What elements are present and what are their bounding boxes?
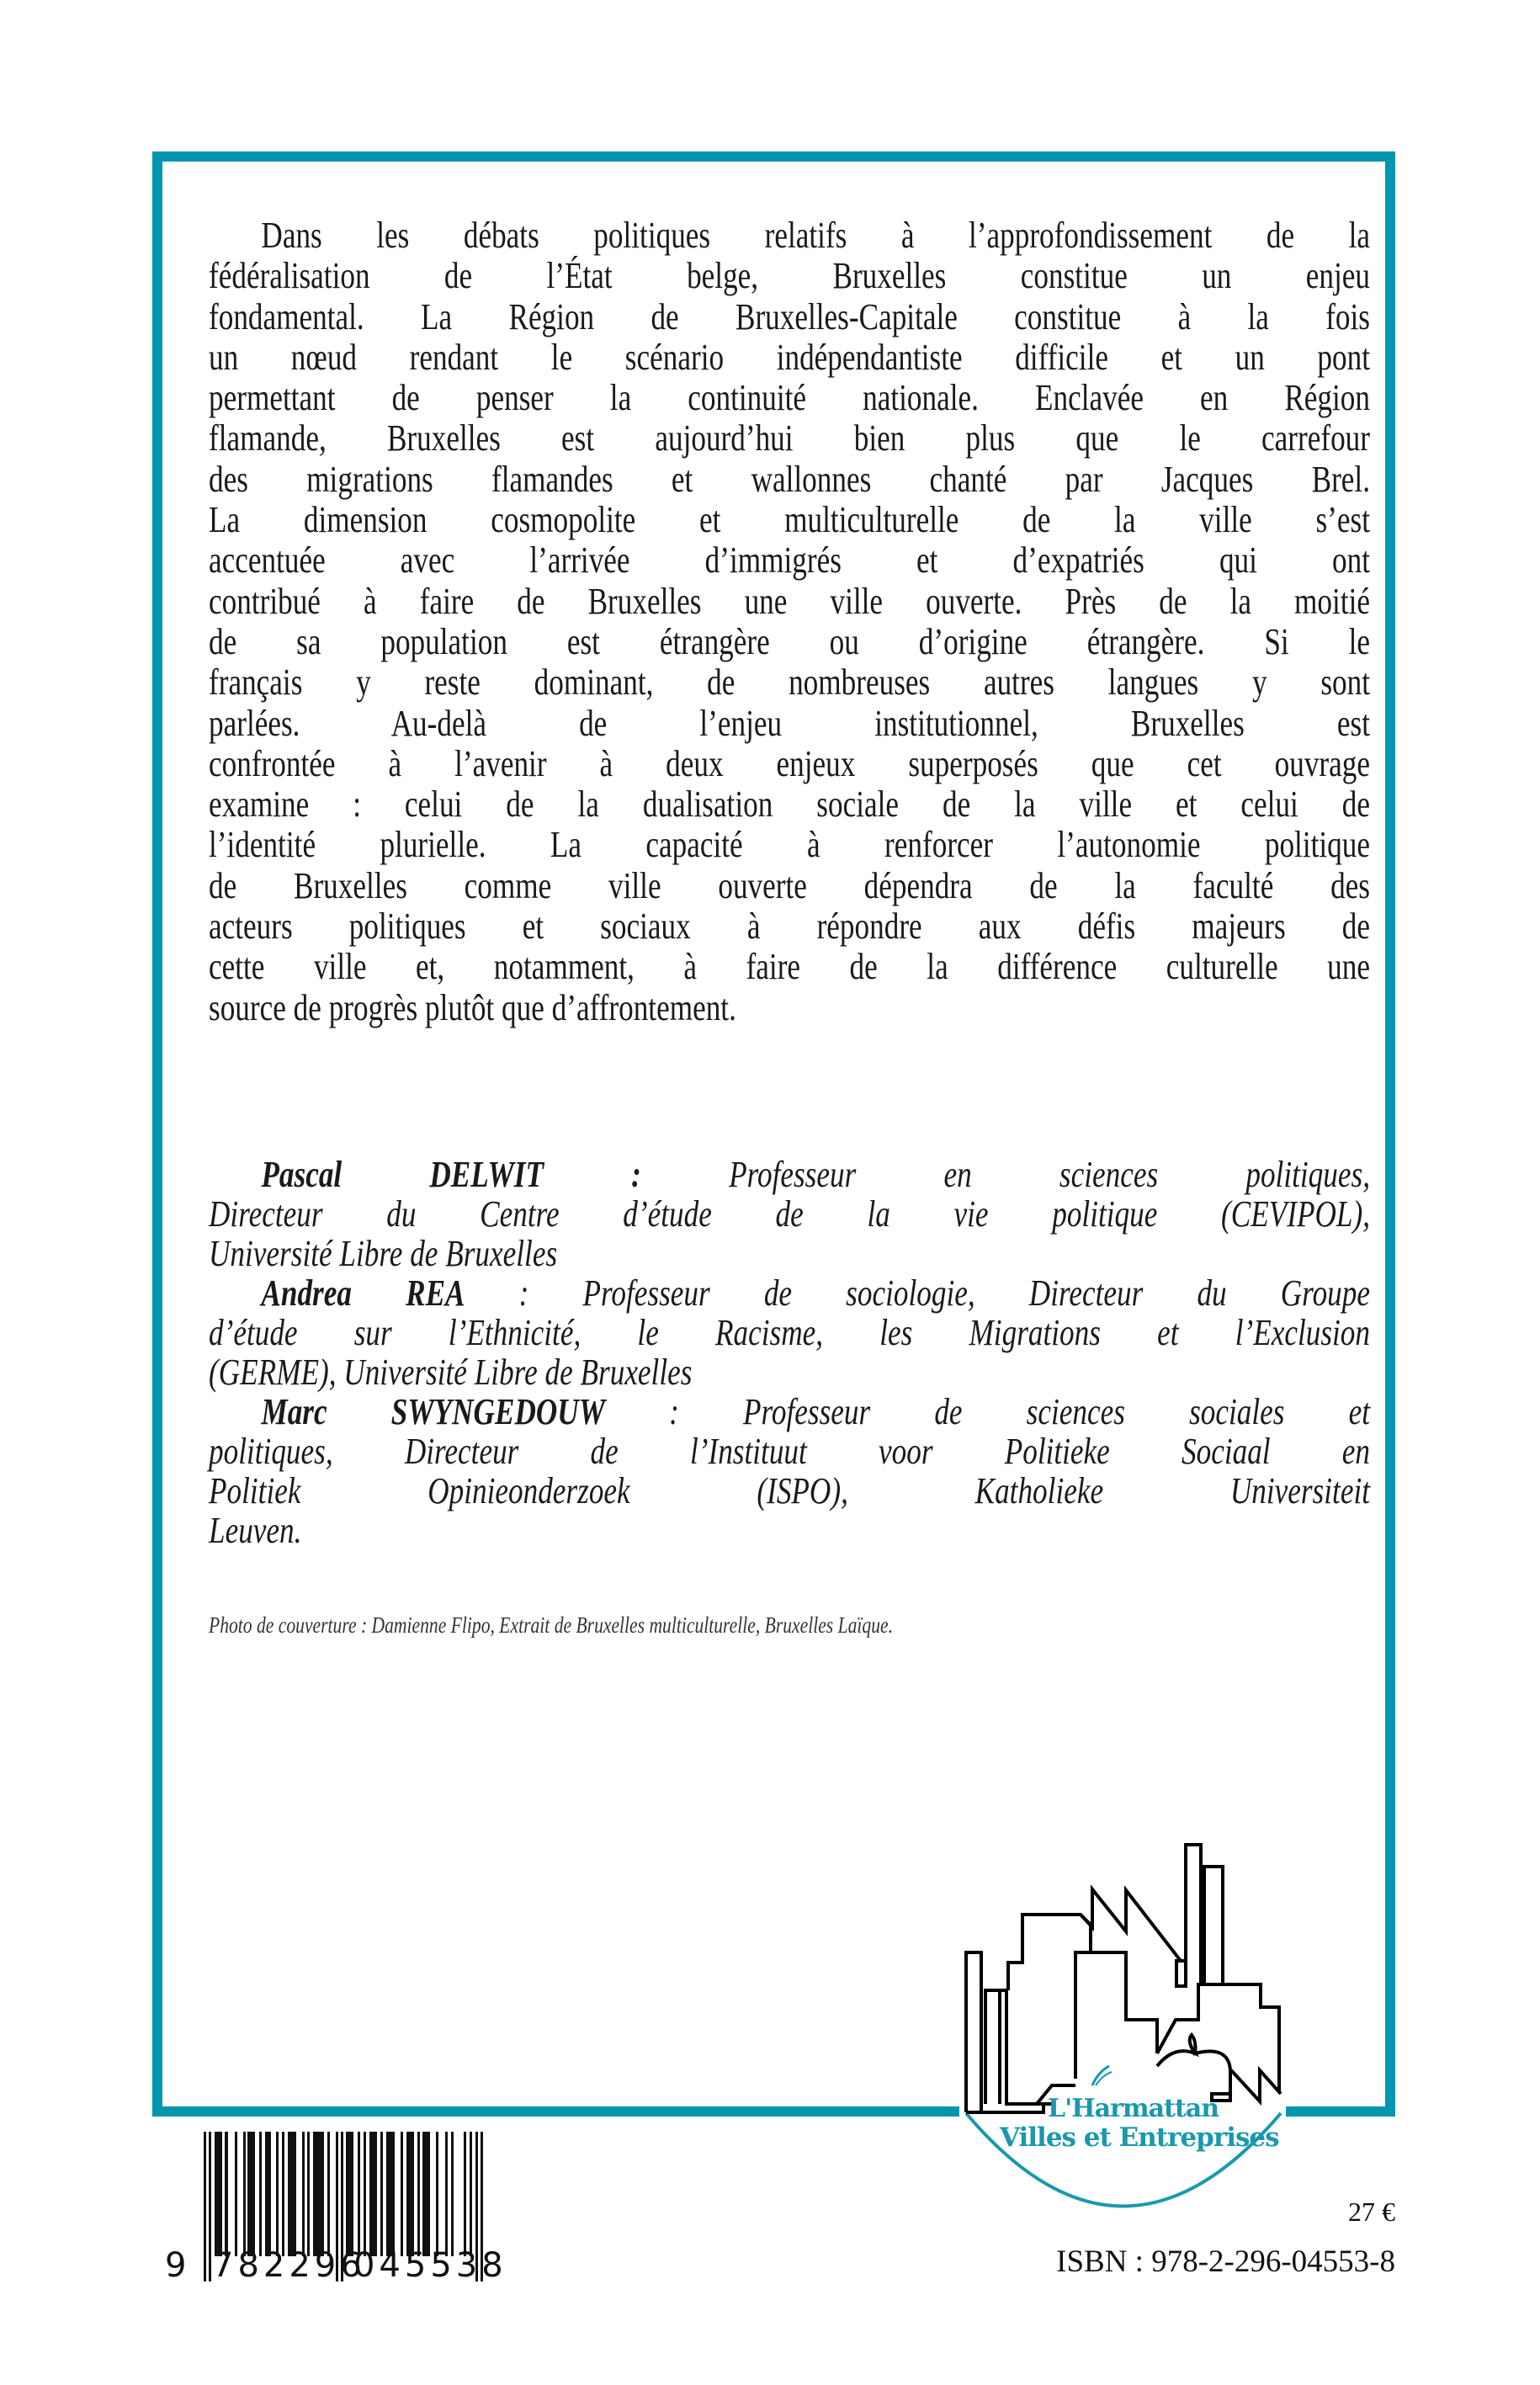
blurb-line: parlées. Au-delà de l’enjeu institutionnel, Bruxelles est [209, 702, 1370, 744]
blurb-line: source de progrès plutôt que d’affrontement. [209, 986, 736, 1028]
author-name: Andrea REA [261, 1272, 465, 1314]
blurb-line: contribué à faire de Bruxelles une ville ouverte. Près de la moitié [209, 580, 1370, 622]
blurb-line: La dimension cosmopolite et multiculturelle de la ville s’est [209, 499, 1370, 541]
blurb-line: français y reste dominant, de nombreuses autres langues y sont [209, 661, 1370, 704]
blurb-line: flamande, Bruxelles est aujourd’hui bien plus que le carrefour [209, 417, 1370, 459]
blurb-line: examine : celui de la dualisation sociale de la ville et celui de [209, 783, 1370, 826]
barcode-right-digits: 045538 [353, 2246, 507, 2285]
blurb-line: de Bruxelles comme ville ouverte dépendra de la faculté des [209, 864, 1370, 906]
blurb-line: acteurs politiques et sociaux à répondre aux défis majeurs de [209, 906, 1370, 948]
author-bio-line: politiques, Directeur de l’Instituut voor Politieke Sociaal en [209, 1431, 1370, 1472]
author-name: Pascal DELWIT : [261, 1154, 641, 1195]
photo-credit: Photo de couverture : Damienne Flipo, Extrait de Bruxelles multiculturelle, Bruxelles Laïque. [209, 1612, 893, 1638]
publisher-collection: Villes et Entreprises [1000, 2122, 1279, 2153]
author-bios [209, 1155, 1370, 1550]
author-bio-line: Université Libre de Bruxelles [209, 1233, 558, 1274]
blurb-line: un nœud rendant le scénario indépendantiste difficile et un pont [209, 336, 1370, 378]
author-name: Marc SWYNGEDOUW [261, 1391, 606, 1432]
isbn: ISBN : 978-2-296-04553-8 [1056, 2244, 1395, 2279]
author-bio-line: Politiek Opinieonderzoek (ISPO), Katholieke Universiteit [209, 1470, 1370, 1511]
author-bio-line: (GERME), Université Libre de Bruxelles [209, 1352, 693, 1393]
blurb-line: permettant de penser la continuité nationale. Enclavée en Région [209, 377, 1370, 419]
back-cover-blurb [209, 215, 1370, 1028]
blurb-line: accentuée avec l’arrivée d’immigrés et d’expatriés qui ont [209, 539, 1370, 582]
blurb-line: de sa population est étrangère ou d’origine étrangère. Si le [209, 620, 1370, 662]
author-bio-line: d’étude sur l’Ethnicité, le Racisme, les Migrations et l’Exclusion [209, 1312, 1370, 1353]
author-bio-line: Directeur du Centre d’étude de la vie politique (CEVIPOL), [209, 1193, 1370, 1235]
barcode-first-digit: 9 [165, 2246, 191, 2285]
blurb-line: fédéralisation de l’État belge, Bruxelles constitue un enjeu [209, 255, 1370, 297]
blurb-line: l’identité plurielle. La capacité à renforcer l’autonomie politique [209, 824, 1370, 866]
blurb-line: fondamental. La Région de Bruxelles-Capitale constitue à la fois [209, 295, 1370, 337]
city-skyline-icon [926, 1801, 1330, 2222]
publisher-brand: L'Harmattan [1048, 2094, 1219, 2123]
price: 27 € [1348, 2196, 1395, 2227]
blurb-line: Dans les débats politiques relatifs à l’approfondissement de la [261, 215, 1370, 256]
blurb-line: cette ville et, notamment, à faire de la différence culturelle une [209, 946, 1370, 988]
publisher-logo [926, 1801, 1330, 2222]
blurb-line: des migrations flamandes et wallonnes chanté par Jacques Brel. [209, 458, 1370, 500]
author-bio-line: Leuven. [209, 1510, 302, 1551]
author-bio-rea: Andrea REA : Professeur de sociologie, Directeur du Groupe [261, 1272, 1371, 1314]
blurb-line: confrontée à l’avenir à deux enjeux superposés que cet ouvrage [209, 742, 1370, 784]
barcode-left-digits: 782296 [212, 2246, 366, 2285]
author-bio-swyngedouw: Marc SWYNGEDOUW : Professeur de sciences sociales et [261, 1391, 1371, 1432]
author-bio-delwit: Pascal DELWIT : Professeur en sciences politiques, [261, 1154, 1370, 1195]
